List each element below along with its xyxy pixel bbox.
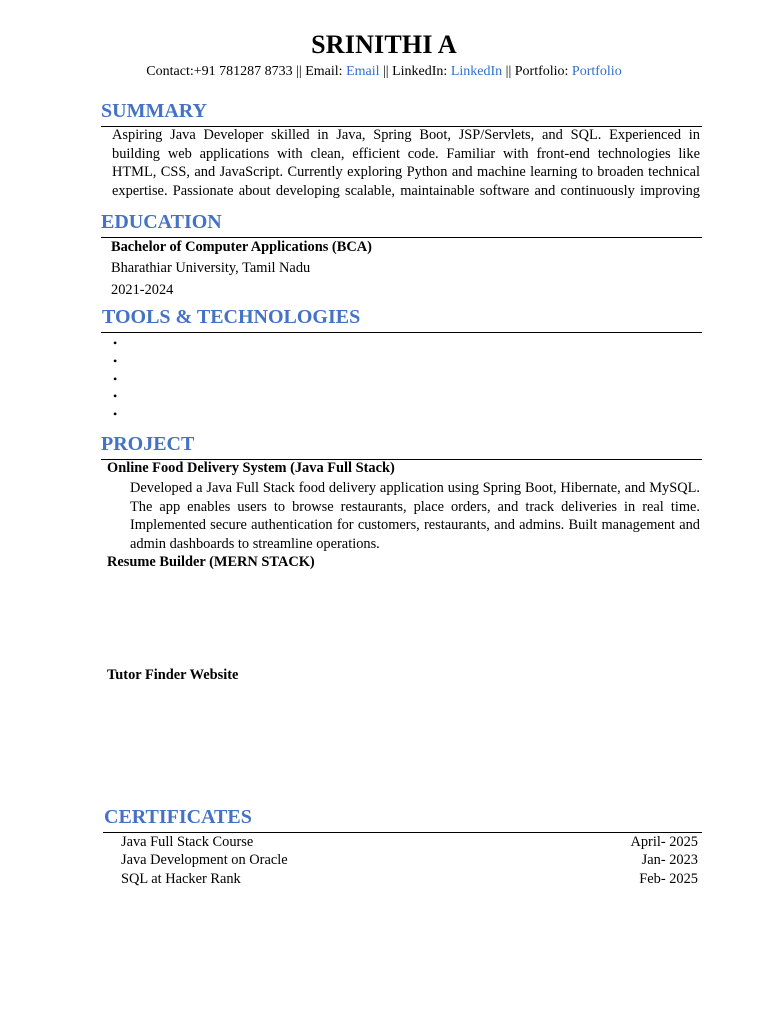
certificate-date: Feb- 2025 [639, 871, 698, 887]
project-title: Resume Builder (MERN STACK) [107, 554, 315, 570]
certificate-date: Jan- 2023 [641, 852, 698, 868]
candidate-name: SRINITHI A [311, 30, 457, 59]
education-divider [101, 237, 702, 238]
project-title: Tutor Finder Website [107, 667, 239, 683]
tools-bullet: • [113, 354, 118, 368]
project-heading: PROJECT [101, 433, 195, 455]
contact-phone-text: Contact:+91 781287 8733 || Email: [146, 64, 347, 79]
portfolio-link[interactable]: Portfolio [571, 64, 622, 79]
certificates-heading: CERTIFICATES [104, 806, 252, 828]
summary-text: Aspiring Java Developer skilled in Java, Spring Boot, JSP/Servlets, and SQL. Experienced in building web applications with clean, efficient code. Familiar with front-end technologies like HTML, CSS, and JavaScript. Currently exploring Python and machine learning to broaden technical expertise. Passionate about developing scalable, maintainable software and continuously improving [112, 127, 700, 199]
project-title: Online Food Delivery System (Java Full Stack) [107, 460, 395, 476]
education-institution: Bharathiar University, Tamil Nadu [111, 260, 311, 276]
tools-bullet: • [113, 389, 118, 403]
linkedin-link[interactable]: LinkedIn [450, 64, 503, 79]
certificates-divider [103, 832, 702, 833]
linkedin-prefix-text: || LinkedIn: [379, 64, 451, 79]
education-years: 2021-2024 [111, 282, 174, 298]
email-link[interactable]: Email [346, 64, 380, 79]
summary-heading: SUMMARY [101, 100, 207, 122]
tools-bullet: • [113, 407, 118, 421]
education-degree: Bachelor of Computer Applications (BCA) [111, 239, 372, 255]
certificate-date: April- 2025 [630, 834, 698, 850]
tools-heading: TOOLS & TECHNOLOGIES [102, 306, 361, 328]
certificate-name: Java Development on Oracle [121, 852, 288, 868]
portfolio-prefix-text: || Portfolio: [502, 64, 572, 79]
contact-line [0, 64, 768, 80]
certificate-name: Java Full Stack Course [121, 834, 254, 850]
tools-bullet: • [113, 336, 118, 350]
tools-bullet: • [113, 372, 118, 386]
certificate-name: SQL at Hacker Rank [121, 871, 241, 887]
project-description: Developed a Java Full Stack food delivery application using Spring Boot, Hibernate, and MySQL. The app enables users to browse restaurants, place orders, and track deliveries in real time. Implemented secure authentication for customers, restaurants, and admins. Built management and admin dashboards to streamline operations. [130, 480, 700, 552]
tools-divider [101, 332, 702, 333]
education-heading: EDUCATION [101, 211, 222, 233]
